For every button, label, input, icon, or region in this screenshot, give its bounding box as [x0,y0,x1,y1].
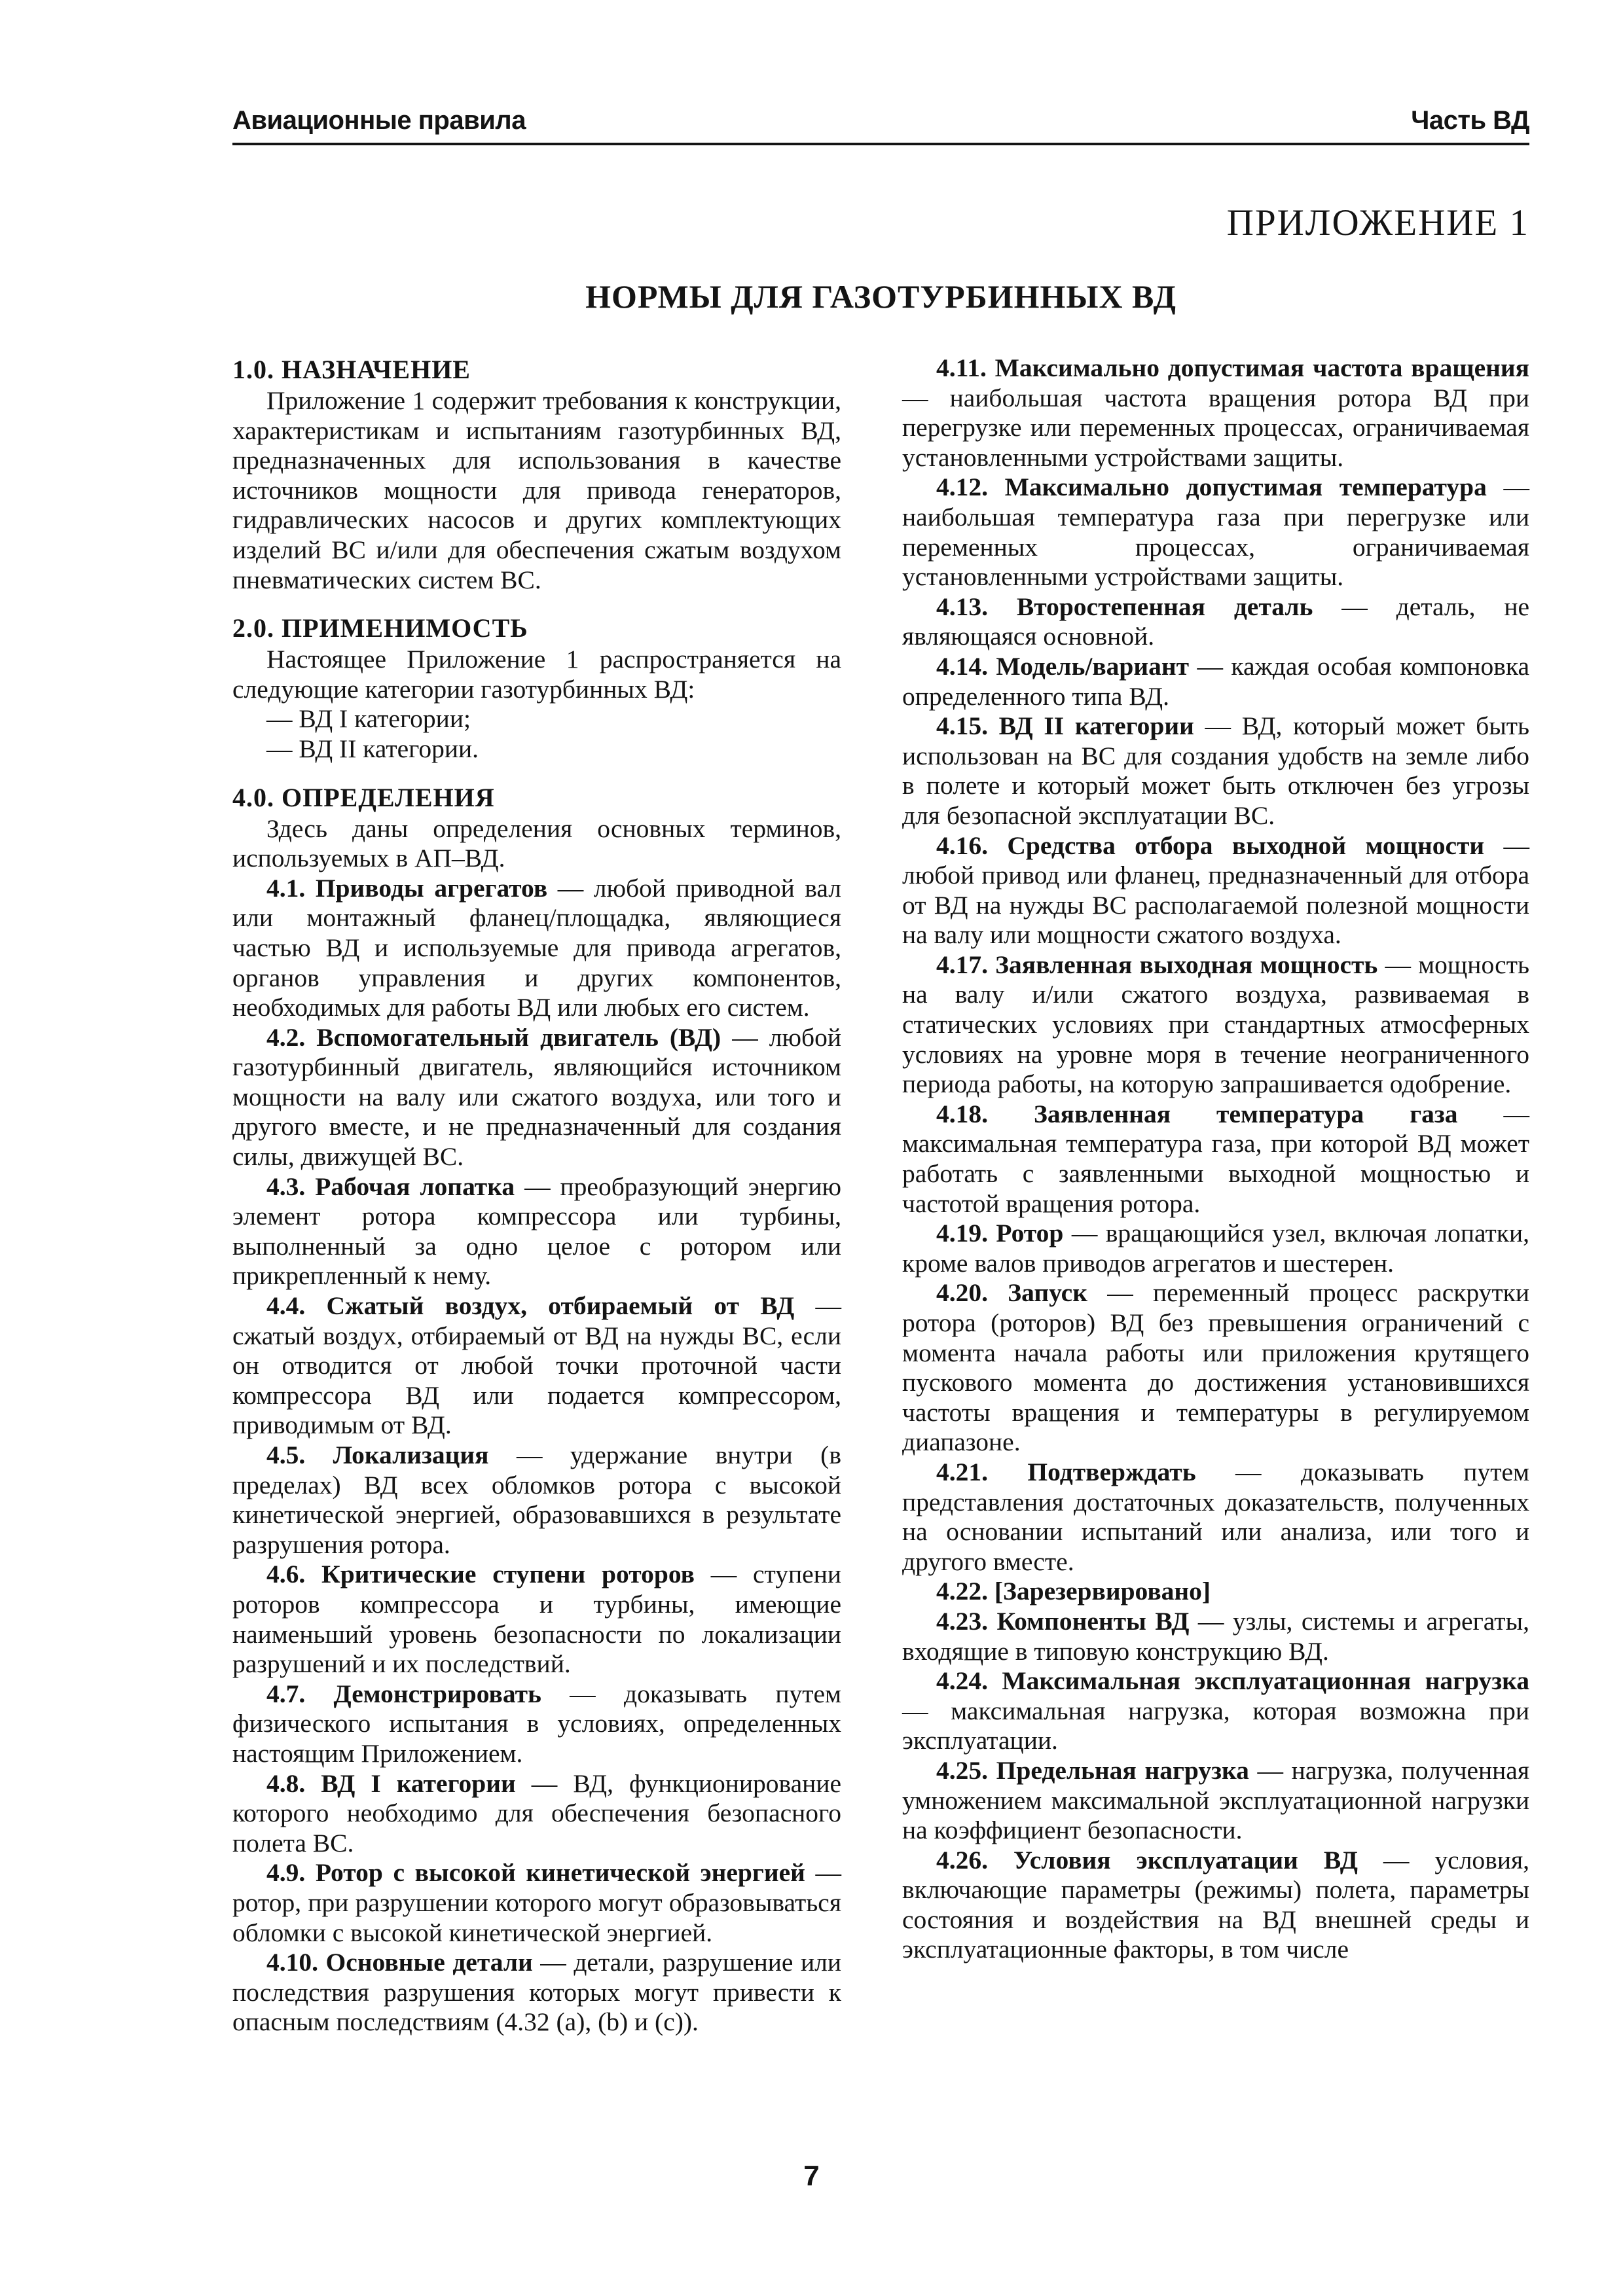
definition-4-7 [232,1679,841,1769]
definition-text: — детали, разрушение или последствия разрушения которых могут привести к опасным последствиям (4.32 (a), (b) и (c)). [232,1948,841,2037]
definition-term: 4.15. ВД II категории [936,711,1194,741]
definition-4-11 [902,353,1529,473]
definition-term: 4.17. Заявленная выходная мощность [936,950,1378,979]
definition-4-24 [902,1666,1529,1756]
definition-term: 4.9. Ротор с высокой кинетической энергией [266,1858,805,1888]
section-heading-applicability: 2.0. ПРИМЕНИМОСТЬ [232,613,528,643]
list-item: — ВД I категории; [266,704,471,734]
document-title: НОРМЫ ДЛЯ ГАЗОТУРБИННЫХ ВД [585,278,1176,315]
definition-text: — ступени роторов компрессора и турбины, имеющие наименьший уровень безопасности по локализации разрушений и их последствий. [232,1560,841,1679]
definition-text: — деталь, не являющаяся основной. [902,592,1529,651]
definition-text: — условия, включающие параметры (режимы) полета, параметры состояния и воздействия на ВД внешней среды и эксплуатационные факторы, в том числе [902,1845,1530,1964]
definition-term: 4.14. Модель/вариант [936,651,1190,681]
definition-term: 4.5. Локализация [266,1441,489,1469]
definition-text: — доказывать путем представления достаточных доказательств, полученных на основании испытаний или анализа, или того и другого вместе. [902,1457,1529,1576]
definition-term: 4.25. Предельная нагрузка [936,1755,1249,1785]
definition-4-4 [232,1291,841,1441]
definition-text: — максимальная температура газа, при которой ВД может работать с заявленными выходной мощностью и частотой вращения ротора. [902,1099,1530,1218]
definition-term: 4.10. Основные детали [266,1948,533,1977]
definition-term: 4.3. Рабочая лопатка [266,1172,515,1201]
definition-4-3 [232,1172,841,1291]
running-header-title: Авиационные правила [232,106,526,135]
definition-4-13 [902,592,1529,652]
definition-term: 4.23. Компоненты ВД [936,1606,1190,1636]
definition-4-16 [902,831,1529,950]
page-number: 7 [803,2160,820,2192]
definition-text: — максимальная нагрузка, которая возможна при эксплуатации. [902,1696,1529,1755]
definition-4-25 [902,1756,1529,1846]
definition-4-10 [232,1948,841,2037]
definition-term: 4.1. Приводы агрегатов [266,873,548,903]
list-item: — ВД II категории. [266,734,479,763]
definition-term: 4.12. Максимально допустимая температура [936,473,1487,502]
definition-4-18 [902,1100,1529,1219]
definition-term: 4.13. Второстепенная деталь [936,592,1313,621]
definition-term: 4.19. Ротор [936,1219,1064,1248]
definition-text: — доказывать путем физического испытания в условиях, определенных настоящим Приложением. [232,1679,841,1768]
definition-text: — ВД, который может быть использован на ВС для создания удобств на земле либо в полете и который может быть отключен без угрозы для безопасной эксплуатации ВС. [902,711,1530,830]
header-divider [232,143,1529,145]
definition-text: — любой приводной вал или монтажный фланец/площадка, являющиеся частью ВД и используемые для привода агрегатов, органов управления и других компонентов, необходимых для работы ВД или любых его систем. [232,873,842,1022]
definition-term: 4.6. Критические ступени роторов [266,1560,695,1589]
definition-4-21 [902,1458,1529,1577]
definition-text: — узлы, системы и агрегаты, входящие в типовую конструкцию ВД. [902,1606,1529,1666]
right-column [902,353,1529,1965]
definitions-intro: Здесь даны определения основных терминов, используемых в АП–ВД. [232,814,841,873]
definition-text: — каждая особая компоновка определенного типа ВД. [902,651,1529,711]
definition-term: 4.20. Запуск [936,1278,1087,1308]
definition-4-9 [232,1858,841,1948]
definition-4-12 [902,473,1529,592]
definition-text: — сжатый воздух, отбираемый от ВД на нужды ВС, если он отводится от любой точки проточной части компрессора ВД или подается компрессором, приводимым от ВД. [232,1291,841,1440]
definition-4-8 [232,1769,841,1859]
section-heading-purpose: 1.0. НАЗНАЧЕНИЕ [232,355,471,384]
definition-4-1 [232,874,841,1023]
definition-term: 4.11. Максимально допустимая частота вращения [936,353,1529,382]
definition-term: 4.18. Заявленная температура газа [936,1099,1458,1128]
definition-text: — любой привод или фланец, предназначенный для отбора от ВД на нужды ВС располагаемой полезной мощности на валу или мощности сжатого воздуха. [902,831,1530,950]
definition-term: 4.8. ВД I категории [266,1768,516,1798]
definition-4-2 [232,1023,841,1172]
definition-text: — переменный процесс раскрутки ротора (роторов) ВД без превышения ограничений с момента начала работы или приложения крутящего пускового момента до достижения установившихся частоты вращения и температуры в регулируемом диапазоне. [902,1278,1529,1457]
definition-text: — мощность на валу и/или сжатого воздуха, развиваемая в статических условиях при стандартных атмосферных условиях на уровне моря в течение неограниченного периода работы, на которую запрашивается одобрение. [902,950,1529,1099]
definition-text: — любой газотурбинный двигатель, являющийся источником мощности на валу или сжатого воздуха, или того и другого вместе, и не предназначенный для создания силы, движущей ВС. [232,1022,841,1172]
definition-term: 4.22. [Зарезервировано] [936,1577,1211,1606]
definition-text: — наибольшая частота вращения ротора ВД при перегрузке или переменных процессах, ограничиваемая установленными устройствами защиты. [902,383,1529,472]
definition-4-20 [902,1278,1529,1458]
definition-4-14 [902,652,1529,711]
definition-text: — наибольшая температура газа при перегрузке или переменных процессах, ограничиваемая установленными устройствами защиты. [902,473,1530,592]
definition-4-17 [902,950,1529,1100]
definition-term: 4.21. Подтверждать [936,1457,1196,1486]
section-text-applicability: Настоящее Приложение 1 распространяется на следующие категории газотурбинных ВД: [232,645,841,704]
definition-term: 4.7. Демонстрировать [266,1679,541,1708]
definition-text: — преобразующий энергию элемент ротора компрессора или турбины, выполненный за одно целое с ротором или прикрепленный к нему. [232,1172,842,1291]
definition-term: 4.26. Условия эксплуатации ВД [936,1845,1358,1874]
definition-term: 4.16. Средства отбора выходной мощности [936,831,1485,860]
definition-term: 4.4. Сжатый воздух, отбираемый от ВД [266,1291,795,1321]
definition-term: 4.2. Вспомогательный двигатель (ВД) [266,1022,721,1052]
definition-4-15 [902,711,1529,831]
definition-4-26 [902,1846,1529,1965]
section-heading-definitions: 4.0. ОПРЕДЕЛЕНИЯ [232,782,495,812]
definition-text: — нагрузка, полученная умножением максимальной эксплуатационной нагрузки на коэффициент безопасности. [902,1755,1529,1845]
left-column [232,353,841,2037]
definition-term: 4.24. Максимальная эксплуатационная нагрузка [936,1666,1529,1696]
running-header-part: Часть ВД [1411,106,1529,135]
definition-text: — ротор, при разрушении которого могут образовываться обломки с высокой кинетической энергией. [232,1858,842,1947]
definition-4-19 [902,1219,1529,1278]
definition-4-22 [902,1577,1529,1607]
definition-text: — удержание внутри (в пределах) ВД всех обломков ротора с высокой кинетической энергией, образовавшихся в результате разрушения ротора. [232,1441,841,1559]
section-text-purpose: Приложение 1 содержит требования к конструкции, характеристикам и испытаниям газотурбинных ВД, предназначенных для использования в качестве источников мощности для привода генераторов, гидравлических насосов и других комплектующих изделий ВС и/или для обеспечения сжатым воздухом пневматических систем ВС. [232,386,841,594]
definition-4-23 [902,1607,1529,1666]
definition-4-6 [232,1560,841,1679]
definition-text: — вращающийся узел, включая лопатки, кроме валов приводов агрегатов и шестерен. [902,1219,1529,1278]
definition-4-5 [232,1441,841,1560]
definition-text: — ВД, функционирование которого необходимо для обеспечения безопасного полета ВС. [232,1768,841,1857]
appendix-label: ПРИЛОЖЕНИЕ 1 [1226,202,1529,243]
